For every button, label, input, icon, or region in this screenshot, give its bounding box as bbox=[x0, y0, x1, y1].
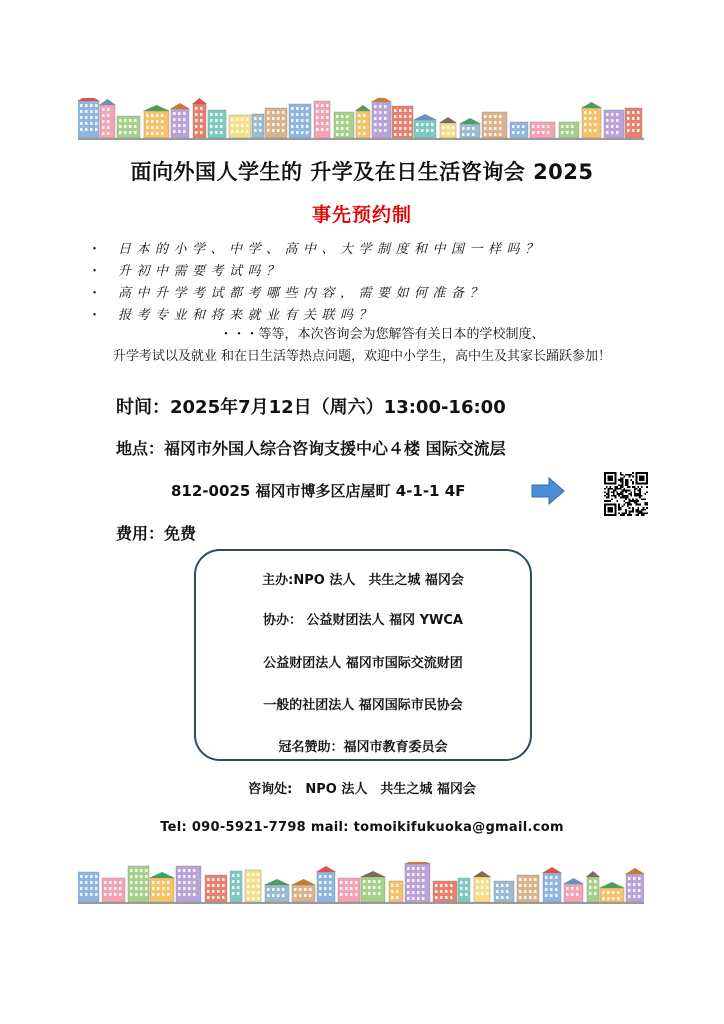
house-shape bbox=[458, 878, 470, 902]
house-shape bbox=[599, 882, 625, 902]
house-shape bbox=[625, 108, 642, 138]
qr-code[interactable] bbox=[604, 472, 648, 516]
house-shape bbox=[149, 872, 175, 902]
townscape-banner-bottom bbox=[78, 862, 644, 904]
bullet: ・ bbox=[88, 264, 107, 279]
house-shape bbox=[176, 866, 201, 902]
house-shape bbox=[559, 122, 579, 138]
townscape-banner-top bbox=[78, 98, 644, 140]
right-arrow-icon bbox=[531, 477, 565, 505]
house-shape bbox=[360, 871, 386, 902]
intro-line-1 bbox=[0, 323, 724, 342]
house-shape bbox=[355, 105, 371, 138]
contact-info: Tel: 090-5921-7798 mail: tomoikifukuoka@gmail.com bbox=[160, 820, 564, 835]
house-shape bbox=[170, 103, 190, 138]
question-text: 升初中需要考试吗？ bbox=[118, 264, 285, 279]
consultation-contact: 咨询处: NPO 法人 共生之城 福冈会 bbox=[248, 782, 476, 797]
house-shape bbox=[192, 98, 207, 138]
house-shape bbox=[473, 871, 491, 902]
house-shape bbox=[99, 99, 116, 138]
house-shape bbox=[102, 878, 125, 902]
house-shape bbox=[78, 98, 100, 138]
question-text: 日本的小学、中学、高中、大学制度和中国一样吗？ bbox=[118, 242, 544, 257]
house-shape bbox=[439, 117, 457, 138]
list-item bbox=[88, 238, 648, 260]
house-shape bbox=[291, 879, 316, 902]
house-shape bbox=[205, 875, 227, 902]
house-shape bbox=[128, 866, 149, 902]
house-shape bbox=[542, 867, 562, 902]
house-shape bbox=[404, 862, 431, 902]
house-shape bbox=[265, 108, 287, 138]
house-shape bbox=[459, 118, 481, 138]
reservation-notice: 事先预约制 bbox=[311, 204, 412, 226]
house-shape bbox=[392, 106, 413, 138]
house-shape bbox=[78, 872, 99, 902]
house-shape bbox=[517, 875, 539, 902]
event-address: 812-0025 福冈市博多区店屋町 4-1-1 4F bbox=[171, 482, 466, 500]
event-time: 时间：2025年7月12日（周六）13:00-16:00 bbox=[116, 397, 506, 418]
house-shape bbox=[264, 879, 290, 902]
house-shape bbox=[586, 871, 600, 902]
ground-line bbox=[78, 138, 644, 140]
house-shape bbox=[314, 101, 330, 138]
house-shape bbox=[563, 878, 584, 902]
house-shape bbox=[143, 105, 170, 138]
house-shape bbox=[316, 866, 336, 902]
house-shape bbox=[604, 110, 624, 138]
house-shape bbox=[334, 112, 354, 138]
organizer-cohost-2: 公益财团法人 福冈市国际交流财团 bbox=[263, 656, 463, 671]
question-list bbox=[88, 238, 648, 326]
house-shape bbox=[433, 881, 457, 902]
house-shape bbox=[289, 104, 311, 138]
bullet: ・ bbox=[88, 308, 107, 323]
house-shape bbox=[252, 114, 264, 138]
organizer-box bbox=[194, 549, 532, 761]
house-shape bbox=[530, 122, 555, 138]
event-fee: 费用：免费 bbox=[116, 524, 197, 543]
question-text: 报考专业和将来就业有关联吗？ bbox=[118, 308, 378, 323]
house-shape bbox=[229, 115, 251, 138]
house-shape bbox=[208, 110, 226, 138]
organizer-cohost: 协办： 公益财团法人 福冈 YWCA bbox=[263, 613, 463, 628]
house-shape bbox=[510, 122, 528, 138]
question-text: 高中升学考试都考哪些内容，需要如何准备？ bbox=[118, 286, 489, 301]
house-shape bbox=[230, 871, 242, 902]
organizer-host: 主办:NPO 法人 共生之城 福冈会 bbox=[262, 573, 464, 588]
house-shape bbox=[494, 881, 514, 902]
house-shape bbox=[625, 868, 644, 902]
house-shape bbox=[371, 98, 392, 138]
page-title: 面向外国人学生的 升学及在日生活咨询会 2025 bbox=[130, 160, 594, 184]
house-shape bbox=[338, 878, 360, 902]
organizer-cohost-3: 一般的社团法人 福冈国际市民协会 bbox=[263, 698, 463, 713]
organizer-sponsor: 冠名赞助：福冈市教育委员会 bbox=[278, 740, 448, 755]
intro-line-2: 升学考试以及就业 和在日生活等热点问题，欢迎中小学生，高中生及其家长踊跃参加！ bbox=[112, 349, 612, 364]
event-place: 地点：福冈市外国人综合咨询支援中心４楼 国际交流层 bbox=[116, 439, 506, 458]
bullet: ・ bbox=[88, 286, 107, 301]
house-shape bbox=[117, 116, 140, 138]
intro-text-1: ・・・等等，本次咨询会为您解答有关日本的学校制度、 bbox=[219, 327, 545, 342]
house-shape bbox=[389, 881, 403, 902]
bullet: ・ bbox=[88, 242, 107, 257]
ground-line bbox=[78, 902, 644, 904]
list-item bbox=[88, 282, 648, 304]
list-item bbox=[88, 260, 648, 282]
house-shape bbox=[245, 870, 261, 902]
house-shape bbox=[482, 112, 507, 138]
house-shape bbox=[581, 102, 602, 138]
house-shape bbox=[413, 114, 437, 138]
